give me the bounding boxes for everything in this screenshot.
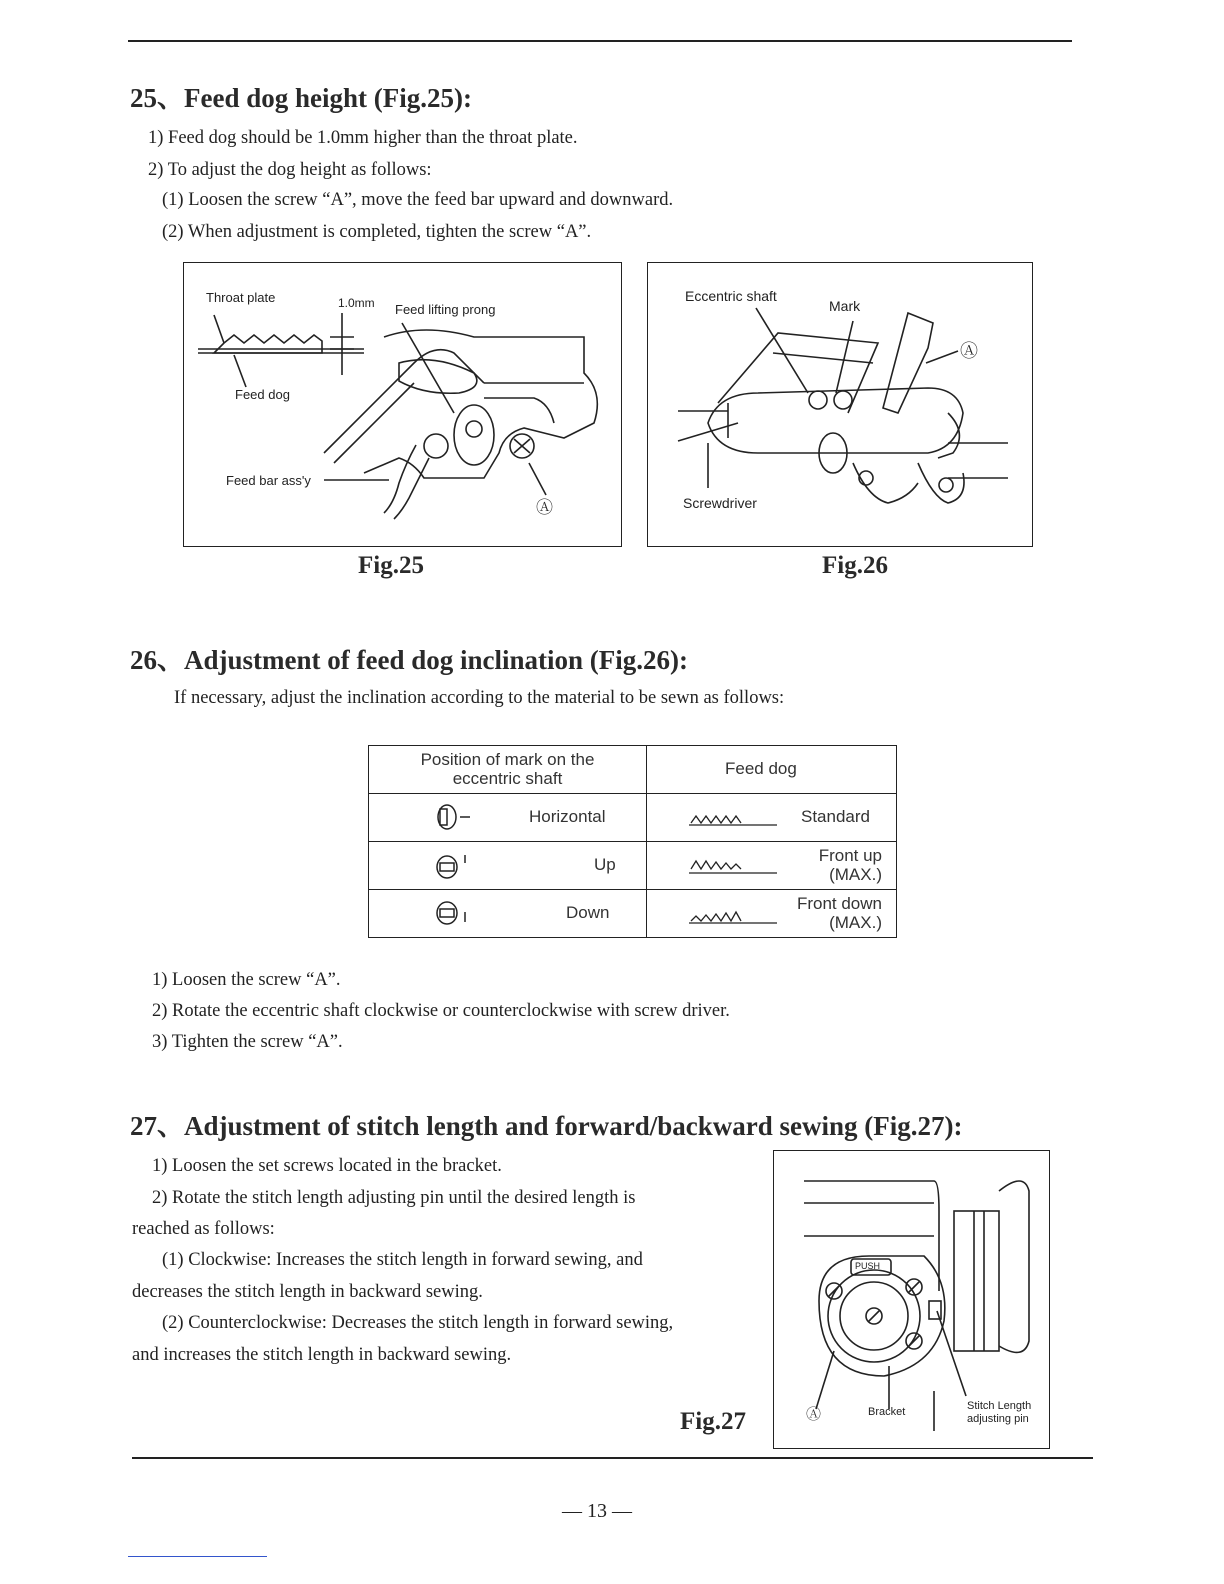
feed-standard: Standard <box>801 807 870 826</box>
header-feed-dog: Feed dog <box>725 759 797 778</box>
fig-25-diagram <box>183 262 622 547</box>
shaft-mark-horizontal-icon <box>435 802 495 832</box>
feed-dog-standard-icon <box>687 803 787 833</box>
position-horizontal: Horizontal <box>529 807 606 826</box>
fig-27-bracket-label: Bracket <box>868 1406 906 1418</box>
feed-dog-inclination-table <box>368 745 897 938</box>
header-position: Position of mark on the eccentric shaft <box>420 750 595 788</box>
section-27-line-7: and increases the stitch length in backward sewing. <box>132 1345 512 1365</box>
section-26-intro: If necessary, adjust the inclination according to the material to be sewn as follows: <box>174 688 785 708</box>
fig-26-screw-a-label: Ⓐ <box>960 341 978 361</box>
top-rule <box>128 40 1072 42</box>
bottom-rule <box>132 1457 1093 1459</box>
fig-26-caption: Fig.26 <box>822 552 888 579</box>
fig-27-caption: Fig.27 <box>680 1408 746 1435</box>
fig-25-gap-label: 1.0mm <box>338 296 375 310</box>
fig-25-screw-a-label: Ⓐ <box>536 498 553 517</box>
fig-27-pin-label-line-1: Stitch Length <box>967 1400 1032 1412</box>
fig-25-feed-dog-label: Feed dog <box>235 387 290 402</box>
fig-26-screwdriver-label: Screwdriver <box>683 495 757 511</box>
table-row <box>369 794 897 842</box>
section-27-heading: 27、Adjustment of stitch length and forward/backward sewing (Fig.27): <box>130 1111 963 1141</box>
table-row <box>369 842 897 890</box>
fig-25-caption: Fig.25 <box>358 552 424 579</box>
section-25-item-2: 2) To adjust the dog height as follows: <box>148 160 432 180</box>
section-25-item-1: 1) Feed dog should be 1.0mm higher than the throat plate. <box>148 128 578 148</box>
section-27-line-1: 1) Loosen the set screws located in the bracket. <box>152 1156 502 1176</box>
section-26-step-1: 1) Loosen the screw “A”. <box>152 970 341 990</box>
section-27-line-6: (2) Counterclockwise: Decreases the stitch length in forward sewing, <box>162 1313 674 1333</box>
fig-27-push-label: PUSH <box>855 1261 881 1271</box>
feed-front-up: Front up (MAX.) <box>818 846 882 884</box>
fig-27-screw-a-label: Ⓐ <box>806 1406 822 1423</box>
section-27-line-3: reached as follows: <box>132 1219 275 1239</box>
section-26-step-3: 3) Tighten the screw “A”. <box>152 1032 343 1052</box>
page-number: — 13 — <box>562 1500 632 1522</box>
section-25-heading: 25、Feed dog height (Fig.25): <box>130 83 472 113</box>
table-header-row <box>369 746 897 794</box>
section-27-line-5: decreases the stitch length in backward sewing. <box>132 1282 483 1302</box>
section-27-line-4: (1) Clockwise: Increases the stitch length in forward sewing, and <box>162 1250 643 1270</box>
section-27-line-2: 2) Rotate the stitch length adjusting pin until the desired length is <box>152 1188 636 1208</box>
fig-25-feed-bar-label: Feed bar ass'y <box>226 473 311 488</box>
position-up: Up <box>594 855 616 874</box>
fig-27-diagram <box>773 1150 1050 1449</box>
shaft-mark-up-icon <box>435 851 495 881</box>
section-26-step-2: 2) Rotate the eccentric shaft clockwise or counterclockwise with screw driver. <box>152 1001 730 1021</box>
fig-26-mark-label: Mark <box>829 298 861 314</box>
fig-26-eccentric-shaft-label: Eccentric shaft <box>685 288 777 304</box>
position-down: Down <box>566 903 610 922</box>
table-row <box>369 890 897 938</box>
section-25-item-3: (1) Loosen the screw “A”, move the feed bar upward and downward. <box>162 190 674 210</box>
feed-dog-front-up-icon <box>687 851 787 881</box>
fig-27-pin-label-line-2: adjusting pin <box>967 1413 1029 1425</box>
feed-front-down: Front down (MAX.) <box>796 894 882 932</box>
fig-25-throat-plate-label: Throat plate <box>206 290 276 305</box>
section-25-item-4: (2) When adjustment is completed, tighten the screw “A”. <box>162 222 592 242</box>
fig-25-feed-lifting-prong-label: Feed lifting prong <box>395 302 496 317</box>
fig-26-diagram <box>647 262 1033 547</box>
shaft-mark-down-icon <box>435 898 495 928</box>
footer-link-underline <box>128 1556 267 1557</box>
section-26-heading: 26、Adjustment of feed dog inclination (Fig.26): <box>130 645 688 675</box>
